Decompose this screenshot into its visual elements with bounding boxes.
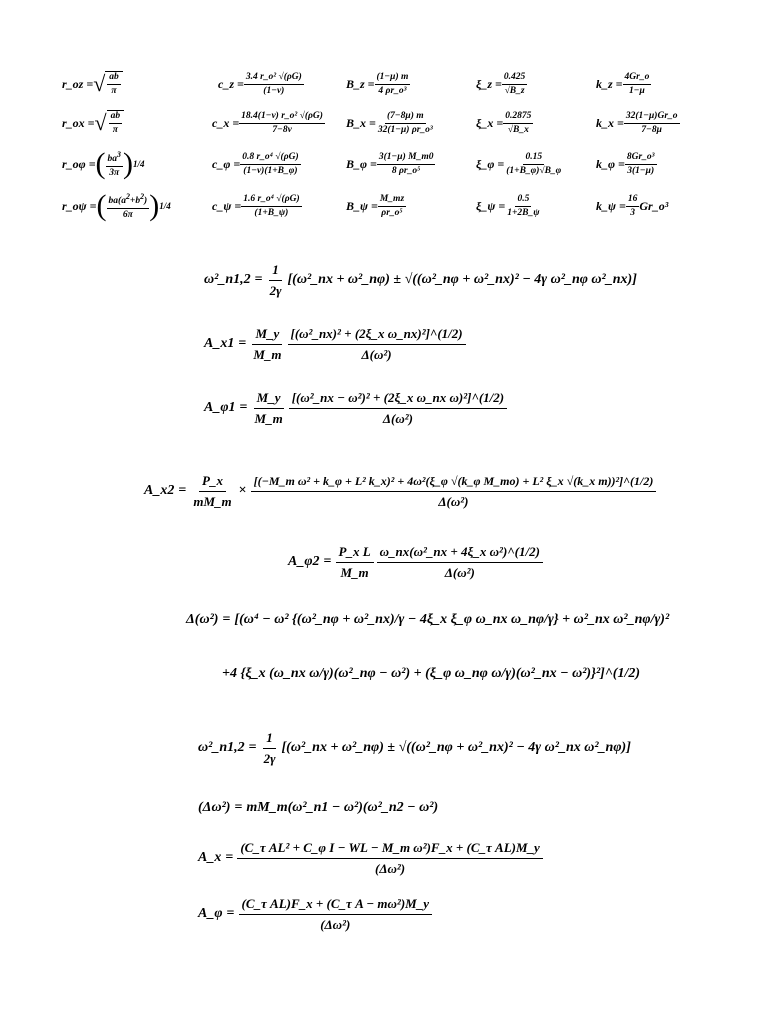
formula-c-phi: c_φ = $\frac{\text{0.8 r\_o⁴ √(ρG)}}{(1-\nu)(1+B\_\varphi)}$ (212, 151, 299, 176)
formula-r-ophi: r_oφ = ( $\frac{ba^3}{3\pi}$ ) 1/4 (62, 147, 145, 180)
equation-A-x: A_x = $\frac{\text{(C\_τ AL² + C\_φ I − WL − M\_m ω²)F\_x + (C\_τ AL)M\_y}}{\text{(Δω²)}}$ (198, 836, 543, 880)
sqrt-symbol: √ $\frac{ab}{\pi}$ (93, 71, 123, 97)
equation-natural-frequencies: ω²_n1,2 = $\frac{1}{2\gamma}$ [(ω²_nx + ω²_nφ) ± √((ω²_nφ + ω²_nx)² − 4γ ω²_nφ ω²_nx)] (204, 261, 637, 298)
equation-delta-line1: Δ(ω²) = [(ω⁴ − ω² {(ω²_nφ + ω²_nx)/γ − 4ξ_x ξ_φ ω_nx ω_nφ/γ} + ω²_nx ω²_nφ/γ)² (186, 612, 670, 627)
formula-B-phi: B_φ = $\frac{3(1-\mu) M\_m0}{\text{8 ρr\_o⁵}}$ (346, 151, 434, 176)
equation-A-phi: A_φ = $\frac{\text{(C\_τ AL)F\_x + (C\_τ A − mω²)M\_y}}{\text{(Δω²)}}$ (198, 892, 432, 936)
formula-xi-z: ξ_z = $\frac{0.425}{√B\_z}$ (476, 71, 526, 96)
formula-r-opsi: r_oψ = ( $\frac{ba(a^2+b^2)}{6\pi}$ ) 1/4 (62, 189, 171, 222)
equation-A-phi2: A_φ2 = $\frac{\text{P\_x L}}{M\_m}$ $\frac{\text{ω\_nx(ω²\_nx + 4ξ\_x ω²)\textasciicircum{}(1/2)}}{\text{Δ(ω²)}}$ (288, 540, 543, 584)
formula-r-oz: r_oz = √ $\frac{ab}{\pi}$ (62, 66, 123, 102)
equation-A-phi1: A_φ1 = $\frac{M\_y}{M\_m}$ $\frac{\text{[(ω²\_nx − ω²)² + (2ξ\_x ω\_nx ω)²]\textasciicircum{}(1/2)}}{\text{Δ(ω²)}}$ (204, 386, 507, 430)
equation-delta-omega: (Δω²) = mM_m(ω²_n1 − ω²)(ω²_n2 − ω²) (198, 800, 439, 815)
formula-xi-phi: ξ_φ = $\frac{0.15}{(1+B\_\varphi)√B\_\varphi}$ (476, 151, 562, 176)
equation-A-x2: A_x2 = $\frac{P\_x}{mM\_m}$ × [(−M_m ω² + k_φ + L² k_x)² + 4ω²(ξ_φ √(k_φ M_mo) + L² ξ_x √(k_x m))²]^(1/2) Δ(ω²) (144, 466, 656, 516)
formula-B-x: B_x = $\frac{(7-8\mu) m}{\text{32(1−μ) ρr\_o³}}$ (346, 110, 433, 135)
formula-k-psi: k_ψ = $\frac{16}{3}$ Gr_o³ (596, 193, 669, 218)
formula-k-z: k_z = $\frac{4Gr\_o}{1-\mu}$ (596, 71, 650, 96)
equation-delta-line2: +4 {ξ_x (ω_nx ω/γ)(ω²_nφ − ω²) + (ξ_φ ω_nφ ω/γ)(ω²_nx − ω²)}²]^(1/2) (222, 666, 641, 681)
formula-B-psi: B_ψ = $\frac{M\_mz}{\text{ρr\_o⁵}}$ (346, 193, 405, 218)
formula-c-z: c_z = $\frac{\text{3.4 r\_o² √(ρG)}}{(1-\nu)}$ (218, 71, 302, 96)
formula-c-x: c_x = $\frac{\text{18.4(1−ν) r\_o² √(ρG)}}{7-8\nu}$ (212, 110, 323, 135)
formula-r-ox: r_ox = √ $\frac{ab}{\pi}$ (62, 105, 124, 141)
formula-k-phi: k_φ = $\frac{\text{8Gr\_o³}}{3(1-\mu)}$ (596, 151, 655, 176)
formula-B-z: B_z = $\frac{(1-\mu) m}{\text{4 ρr\_o³}}$ (346, 71, 409, 96)
equation-natural-frequencies-2: ω²_n1,2 = $\frac{1}{2\gamma}$ [(ω²_nx + ω²_nφ) ± √((ω²_nφ + ω²_nx)² − 4γ ω²_nx ω²_nφ)] (198, 729, 631, 766)
equation-A-x1: A_x1 = $\frac{M\_y}{M\_m}$ $\frac{\text{[(ω²\_nx)² + (2ξ\_x ω\_nx)²]\textasciicircum{}(1/2)}}{\text{Δ(ω²)}}$ (204, 322, 466, 366)
formula-xi-x: ξ_x = $\frac{0.2875}{√B\_x}$ (476, 110, 532, 135)
formula-xi-psi: ξ_ψ = $\frac{0.5}{1+2B\_\psi}$ (476, 193, 540, 218)
sqrt-symbol: √ $\frac{ab}{\pi}$ (95, 110, 125, 136)
formula-k-x: k_x = $\frac{32(1-\mu)Gr\_o}{7-8\mu}$ (596, 110, 678, 135)
formula-c-psi: c_ψ = $\frac{\text{1.6 r\_o⁴ √(ρG)}}{(1+B\_\psi)}$ (212, 193, 300, 218)
